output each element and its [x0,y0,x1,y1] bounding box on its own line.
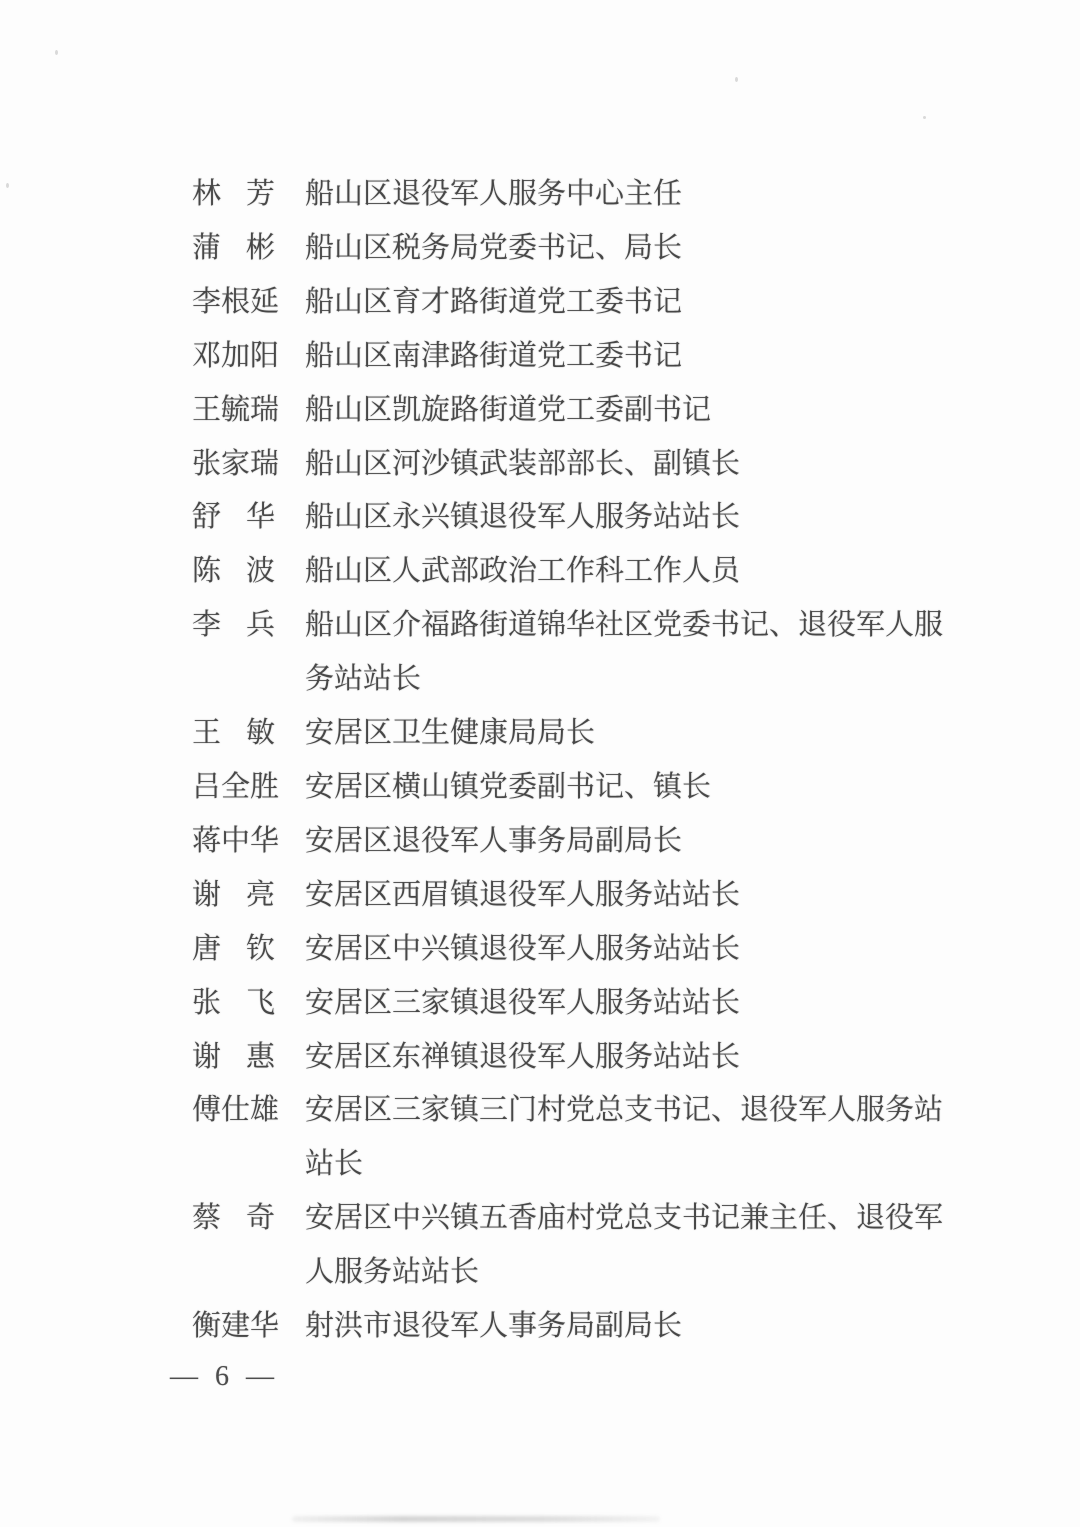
person-title [305,599,943,707]
name-char: 陈 [192,555,222,588]
person-title [305,815,682,869]
name-char: 延 [250,285,280,318]
person-title-line: 船山区永兴镇退役军人服务站站长 [305,501,741,534]
name-char: 雄 [250,1094,280,1127]
name-char: 蔡 [192,1202,222,1235]
name-char: 阳 [250,339,280,372]
name-char: 张 [192,447,222,480]
name-char: 蒲 [192,231,222,264]
person-title [305,276,682,330]
name-char: 惠 [245,1040,275,1073]
name-char: 舒 [192,501,222,534]
list-item [192,1031,943,1085]
name-char: 张 [192,986,222,1019]
person-title-line: 安居区中兴镇五香庙村党总支书记兼主任、退役军 [305,1202,944,1235]
name-char: 李 [192,609,222,642]
name-char: 飞 [245,986,275,1019]
name-char: 傅 [192,1094,222,1127]
person-name [192,1084,280,1138]
name-char: 李 [192,285,222,318]
scan-speck [6,183,9,188]
person-title [305,923,740,977]
list-item [192,384,943,438]
person-title-line: 安居区西眉镇退役军人服务站站长 [305,878,741,911]
person-title-line: 站长 [305,1148,364,1181]
name-char: 根 [221,285,251,318]
person-title [305,168,682,222]
list-item [192,599,943,707]
person-name [192,168,275,222]
person-name [192,869,275,923]
person-title-line: 船山区介福路街道锦华社区党委书记、退役军人服 [305,609,944,642]
name-char: 家 [221,447,251,480]
roster-list [192,168,943,1354]
name-char: 蒋 [192,824,222,857]
person-title [305,1300,682,1354]
name-char: 华 [245,501,275,534]
person-title-line: 安居区横山镇党委副书记、镇长 [305,770,712,803]
person-title [305,491,740,545]
name-char: 彬 [245,231,275,264]
footer-dash-left: — [170,1361,198,1392]
name-char: 加 [221,339,251,372]
person-name [192,222,275,276]
name-char: 吕 [192,770,222,803]
name-char: 钦 [245,932,275,965]
scan-speck [55,50,58,55]
person-title-line: 安居区退役军人事务局副局长 [305,824,683,857]
name-char: 亮 [245,878,275,911]
person-title [305,1192,943,1300]
list-item [192,923,943,977]
person-title [305,1031,740,1085]
name-char: 华 [250,824,280,857]
person-title-line: 安居区中兴镇退役军人服务站站长 [305,932,741,965]
person-title-line: 船山区税务局党委书记、局长 [305,231,683,264]
person-title [305,438,740,492]
name-char: 奇 [245,1202,275,1235]
person-title-line: 船山区育才路街道党工委书记 [305,285,683,318]
name-char: 兵 [245,609,275,642]
person-name [192,1300,280,1354]
scan-speck [735,77,738,82]
name-char: 林 [192,178,222,210]
name-char: 胜 [250,770,280,803]
person-title-line: 安居区三家镇退役军人服务站站长 [305,986,741,1019]
list-item [192,545,943,599]
person-name [192,1031,275,1085]
person-title-line: 务站站长 [305,663,422,696]
person-title [305,1084,943,1192]
page-footer [170,1350,274,1403]
person-title-line: 射洪市退役军人事务局副局长 [305,1310,683,1343]
name-char: 王 [192,717,222,750]
person-name [192,815,280,869]
person-title-line: 船山区河沙镇武装部部长、副镇长 [305,447,741,480]
list-item [192,977,943,1031]
list-item [192,438,943,492]
list-item [192,1300,943,1354]
name-char: 瑞 [250,393,280,426]
person-name [192,438,280,492]
name-char: 华 [250,1310,280,1343]
name-char: 衡 [192,1310,222,1343]
name-char: 波 [245,555,275,588]
person-name [192,599,275,653]
person-name [192,545,275,599]
person-title [305,545,740,599]
person-name [192,761,280,815]
list-item [192,168,943,222]
person-name [192,491,275,545]
list-item [192,330,943,384]
person-name [192,923,275,977]
name-char: 建 [221,1310,251,1343]
person-title-line: 船山区南津路街道党工委书记 [305,339,683,372]
list-item [192,761,943,815]
list-item [192,1192,943,1300]
name-char: 唐 [192,932,222,965]
footer-dash-right: — [246,1361,274,1392]
list-item [192,1084,943,1192]
name-char: 全 [221,770,251,803]
person-title [305,707,595,761]
name-char: 芳 [245,178,275,210]
person-title [305,330,682,384]
list-item [192,707,943,761]
name-char: 瑞 [250,447,280,480]
person-title [305,384,711,438]
person-name [192,707,275,761]
name-char: 仕 [221,1094,251,1127]
name-char: 王 [192,393,222,426]
scan-speck [923,116,926,119]
name-char: 谢 [192,1040,222,1073]
list-item [192,491,943,545]
person-title-line: 安居区卫生健康局局长 [305,717,596,750]
name-char: 毓 [221,393,251,426]
person-name [192,384,280,438]
name-char: 敏 [245,717,275,750]
person-title [305,869,740,923]
scan-smudge [292,1516,660,1522]
person-title-line: 船山区凯旋路街道党工委副书记 [305,393,712,426]
name-char: 邓 [192,339,222,372]
person-title-line: 船山区人武部政治工作科工作人员 [305,555,741,588]
person-name [192,276,280,330]
list-item [192,276,943,330]
page-number: 6 [215,1361,229,1392]
person-title-line: 人服务站站长 [305,1256,480,1289]
list-item [192,222,943,276]
person-name [192,330,280,384]
person-title [305,977,740,1031]
name-char: 中 [221,824,251,857]
person-name [192,977,275,1031]
person-name [192,1192,275,1246]
person-title-line: 安居区三家镇三门村党总支书记、退役军人服务站 [305,1094,944,1127]
person-title-line: 船山区退役军人服务中心主任 [305,178,683,210]
name-char: 谢 [192,878,222,911]
person-title [305,222,682,276]
list-item [192,815,943,869]
person-title-line: 安居区东禅镇退役军人服务站站长 [305,1040,741,1073]
list-item [192,869,943,923]
person-title [305,761,711,815]
